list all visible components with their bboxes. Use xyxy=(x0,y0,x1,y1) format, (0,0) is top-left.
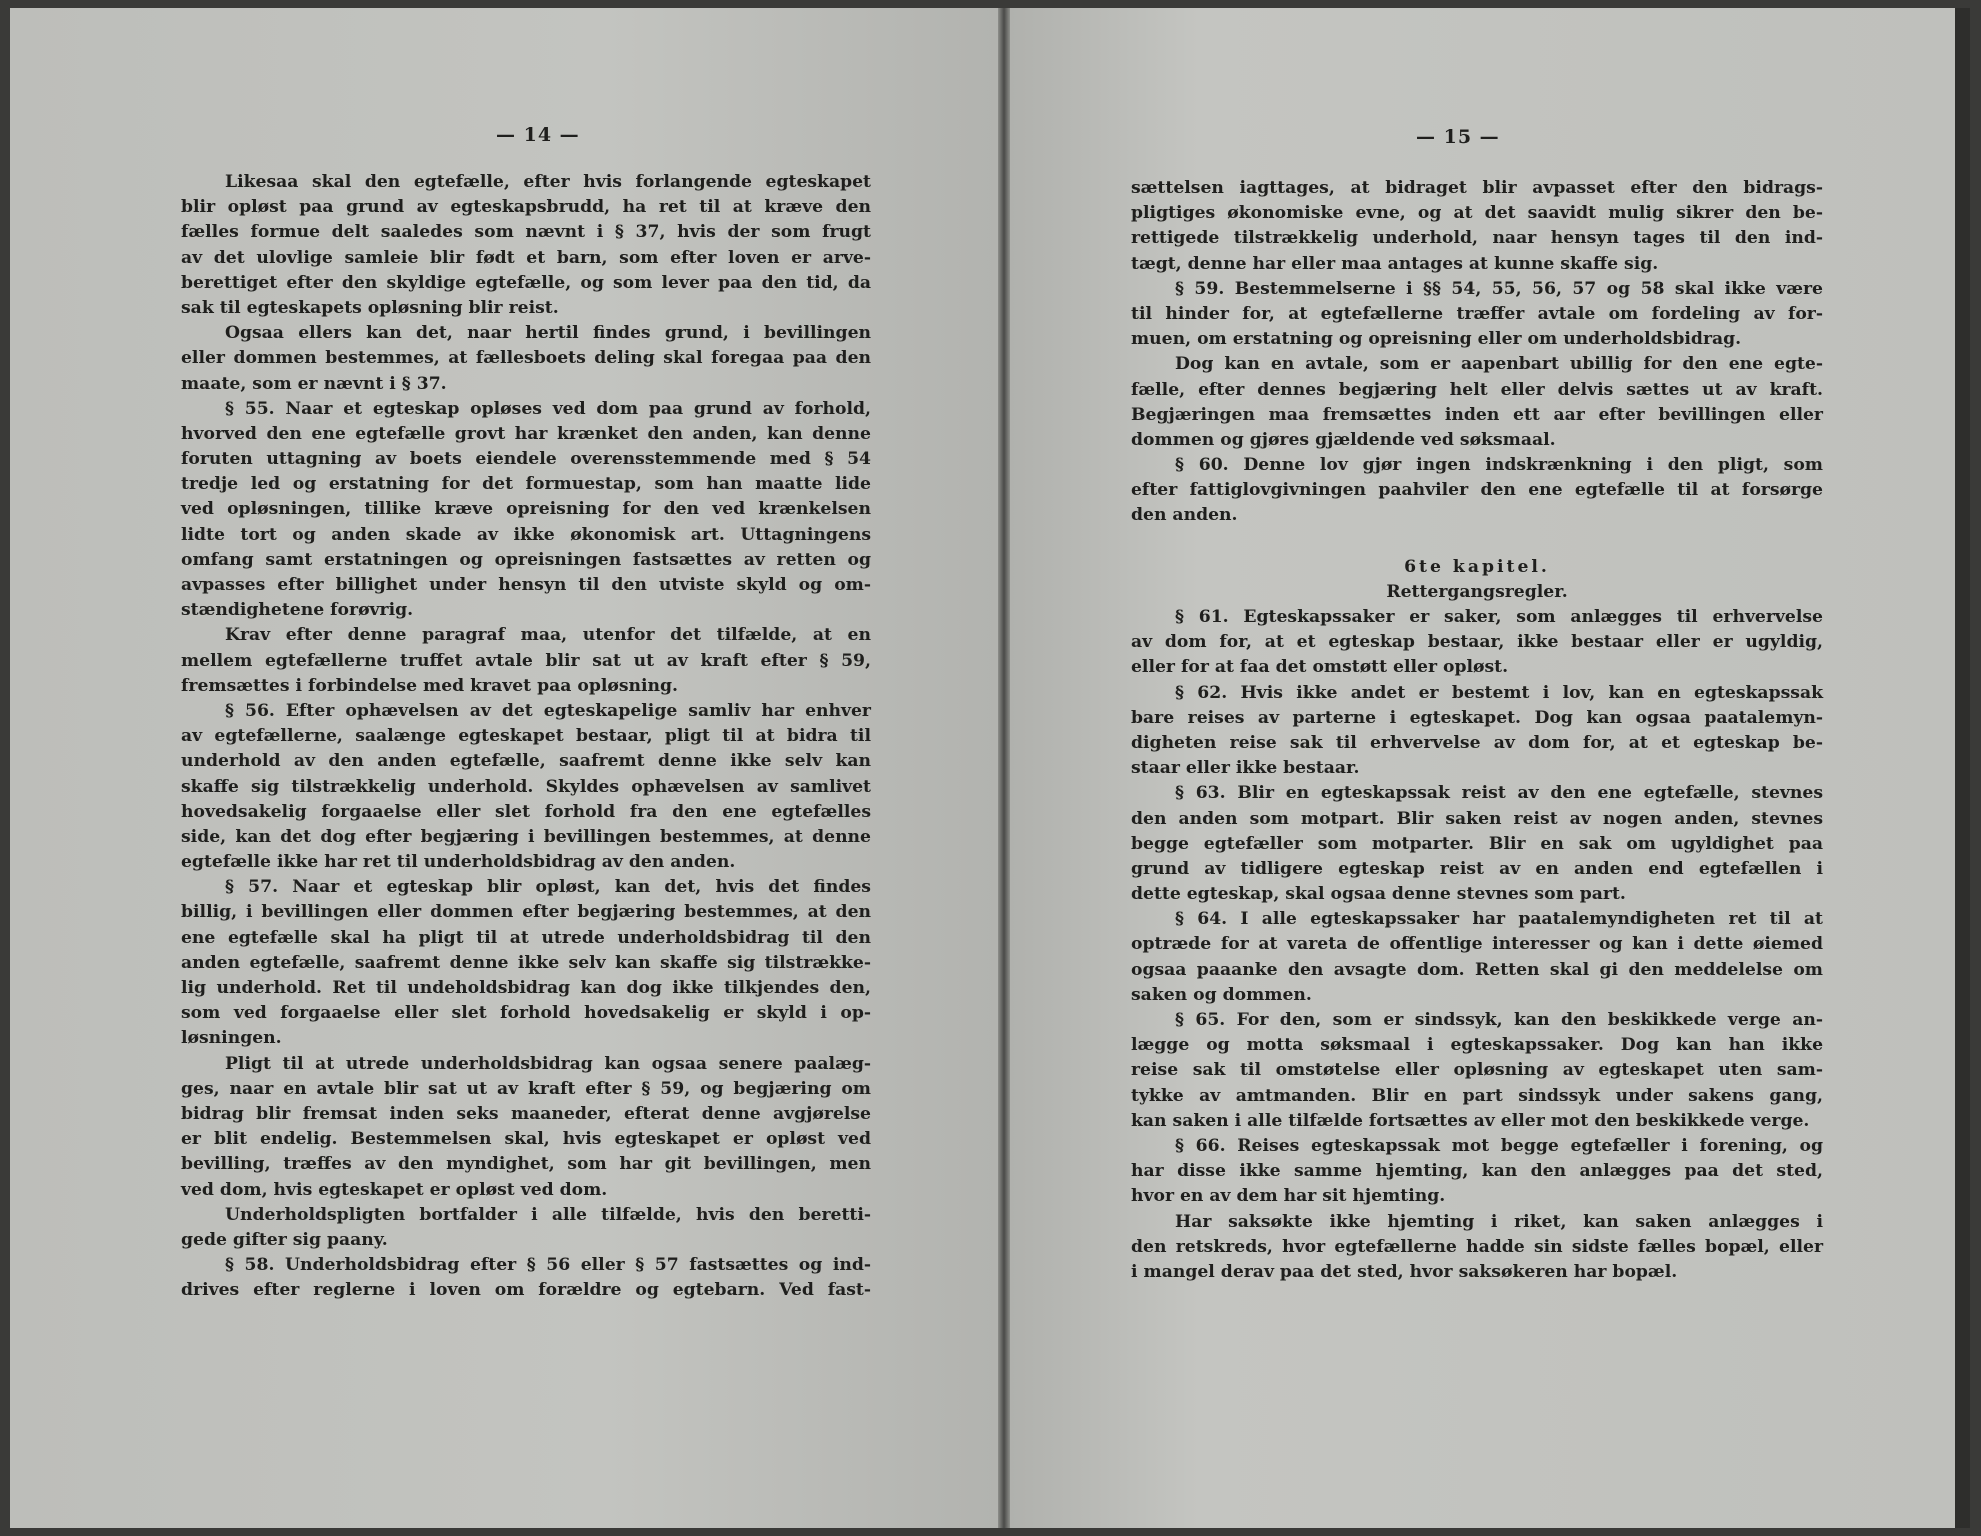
text-line: er blit endelig. Bestemmelsen skal, hvis egteskapet er opløst ved xyxy=(181,1129,871,1150)
right-page-text xyxy=(1131,176,1823,1285)
text-line: tægt, denne har eller maa antages at kunne skaffe sig. xyxy=(1131,253,1659,274)
text-line: omfang samt erstatningen og opreisningen fastsættes av retten og xyxy=(181,549,871,570)
text-line: Likesaa skal den egtefælle, efter hvis forlangende egteskapet xyxy=(225,172,871,192)
text-line xyxy=(1131,529,1823,555)
text-line: muen, om erstatning og opreisning eller om underholdsbidrag. xyxy=(1131,329,1742,350)
text-line: den anden som motpart. Blir saken reist av nogen anden, stevnes xyxy=(1131,808,1823,829)
text-line: blir opløst paa grund av egteskapsbrudd, ha ret til at kræve den xyxy=(181,197,871,218)
text-line: avpasses efter billighet under hensyn til den utviste skyld og om- xyxy=(181,575,871,595)
text-line: billig, i bevillingen eller dommen efter begjæring bestemmes, at den xyxy=(181,902,871,923)
text-line: saken og dommen. xyxy=(1131,984,1312,1005)
text-line: fælle, efter dennes begjæring helt eller delvis sættes ut av kraft. xyxy=(1131,379,1823,400)
text-line: optræde for at vareta de offentlige interesser og kan i dette øiemed xyxy=(1131,934,1823,955)
text-line: § 66. Reises egteskapssak mot begge egtefæller i forening, og xyxy=(1175,1135,1823,1156)
text-line: Pligt til at utrede underholdsbidrag kan ogsaa senere paalæg- xyxy=(225,1053,871,1074)
text-line: løsningen. xyxy=(181,1028,282,1049)
text-line: den anden. xyxy=(1131,505,1238,526)
text-line: eller dommen bestemmes, at fællesboets deling skal foregaa paa den xyxy=(181,348,871,369)
text-line: gede gifter sig paany. xyxy=(181,1229,388,1250)
text-line: stændighetene forøvrig. xyxy=(181,600,414,621)
text-line: § 56. Efter ophævelsen av det egteskapelige samliv har enhver xyxy=(225,700,871,721)
text-line: hovedsakelig forgaaelse eller slet forhold fra den ene egtefælles xyxy=(181,801,871,822)
text-line: Ogsaa ellers kan det, naar hertil findes grund, i bevillingen xyxy=(225,323,871,344)
right-page-number: — 15 — xyxy=(1416,126,1500,148)
text-line: skaffe sig tilstrækkelig underhold. Skyldes ophævelsen av samlivet xyxy=(181,776,871,797)
text-line: den retskreds, hvor egtefællerne hadde sin sidste fælles bopæl, eller xyxy=(1131,1236,1823,1257)
text-line: maate, som er nævnt i § 37. xyxy=(181,373,447,394)
text-line: fælles formue delt saaledes som nævnt i § 37, hvis der som frugt xyxy=(181,222,871,243)
text-line: § 58. Underholdsbidrag efter § 56 eller § 57 fastsættes og ind- xyxy=(225,1255,871,1276)
book-spread xyxy=(10,8,1970,1528)
text-line: mellem egtefællerne truffet avtale blir sat ut av kraft efter § 59, xyxy=(181,650,871,671)
text-line: § 65. For den, som er sindssyk, kan den beskikkede verge an- xyxy=(1175,1010,1823,1030)
text-line: i mangel derav paa det sted, hvor saksøkeren har bopæl. xyxy=(1131,1261,1678,1282)
text-line: av det ulovlige samleie blir født et barn, som efter loven er arve- xyxy=(181,247,871,268)
text-line: § 57. Naar et egteskap blir opløst, kan det, hvis det findes xyxy=(225,877,871,898)
text-line: reise sak til omstøtelse eller opløsning av egteskapet uten sam- xyxy=(1131,1060,1823,1081)
text-line: av egtefællerne, saalænge egteskapet bestaar, pligt til at bidra til xyxy=(181,726,871,747)
chapter-title: 6te kapitel. xyxy=(1404,556,1550,577)
text-line: foruten uttagning av boets eiendele overensstemmende med § 54 xyxy=(181,449,871,470)
text-line: sættelsen iagttages, at bidraget blir avpasset efter den bidrags- xyxy=(1131,178,1823,198)
text-line: ges, naar en avtale blir sat ut av kraft efter § 59, og begjæring om xyxy=(181,1078,871,1099)
text-line: underhold av den anden egtefælle, saafremt denne ikke selv kan xyxy=(181,751,871,772)
text-line: bevilling, træffes av den myndighet, som har git bevillingen, men xyxy=(181,1154,871,1175)
text-line: bare reises av parterne i egteskapet. Dog kan ogsaa paatalemyn- xyxy=(1131,707,1823,728)
text-line: av dom for, at et egteskap bestaar, ikke bestaar eller er ugyldig, xyxy=(1131,632,1823,653)
text-line: eller for at faa det omstøtt eller opløst. xyxy=(1131,657,1509,678)
text-line: Begjæringen maa fremsættes inden ett aar efter bevillingen eller xyxy=(1131,404,1823,425)
text-line: begge egtefæller som motparter. Blir en sak om ugyldighet paa xyxy=(1131,833,1823,854)
text-line: som ved forgaaelse eller slet forhold hovedsakelig er skyld i op- xyxy=(181,1003,871,1024)
text-line: ved opløsningen, tillike kræve opreisning for den ved krænkelsen xyxy=(181,499,871,520)
text-line: egtefælle ikke har ret til underholdsbidrag av den anden. xyxy=(181,852,736,873)
text-line: drives efter reglerne i loven om forældre og egtebarn. Ved fast- xyxy=(181,1280,871,1301)
text-line: Krav efter denne paragraf maa, utenfor det tilfælde, at en xyxy=(225,625,871,646)
text-line: lidte tort og anden skade av ikke økonomisk art. Uttagningens xyxy=(181,524,871,545)
text-line: pligtiges økonomiske evne, og at det saavidt mulig sikrer den be- xyxy=(1131,203,1823,224)
text-line: dette egteskap, skal ogsaa denne stevnes som part. xyxy=(1131,884,1626,905)
text-line: dommen og gjøres gjældende ved søksmaal. xyxy=(1131,429,1556,450)
text-line: lægge og motta søksmaal i egteskapssaker. Dog kan han ikke xyxy=(1131,1035,1823,1056)
text-line: har disse ikke samme hjemting, kan den anlægges paa det sted, xyxy=(1131,1161,1823,1182)
text-line: ene egtefælle skal ha pligt til at utrede underholdsbidrag til den xyxy=(181,927,871,948)
text-line: berettiget efter den skyldige egtefælle, og som lever paa den tid, da xyxy=(181,272,871,293)
text-line: kan saken i alle tilfælde fortsættes av eller mot den beskikkede verge. xyxy=(1131,1110,1810,1131)
book-gutter xyxy=(998,8,1010,1528)
text-line: digheten reise sak til erhvervelse av dom for, at et egteskap be- xyxy=(1131,732,1823,753)
left-page-number: — 14 — xyxy=(496,124,580,146)
left-page xyxy=(10,8,998,1528)
text-line: § 61. Egteskapssaker er saker, som anlægges til erhvervelse xyxy=(1175,607,1823,627)
text-line: Underholdspligten bortfalder i alle tilfælde, hvis den beretti- xyxy=(225,1204,871,1225)
text-line: § 55. Naar et egteskap opløses ved dom paa grund av forhold, xyxy=(225,398,871,419)
text-line: tredje led og erstatning for det formuestap, som han maatte lide xyxy=(181,474,871,495)
chapter-subtitle: Rettergangsregler. xyxy=(1386,581,1568,602)
text-line: grund av tidligere egteskap reist av en anden end egtefællen i xyxy=(1131,858,1823,879)
text-line: rettigede tilstrækkelig underhold, naar hensyn tages til den ind- xyxy=(1131,228,1823,249)
text-line: Har saksøkte ikke hjemting i riket, kan saken anlægges i xyxy=(1175,1211,1823,1232)
text-line: tykke av amtmanden. Blir en part sindssyk under sakens gang, xyxy=(1131,1085,1823,1106)
text-line: ogsaa paaanke den avsagte dom. Retten skal gi den meddelelse om xyxy=(1131,959,1823,980)
right-page xyxy=(1010,8,1955,1528)
text-line: § 62. Hvis ikke andet er bestemt i lov, kan en egteskapssak xyxy=(1175,682,1823,703)
text-line: anden egtefælle, saafremt denne ikke selv kan skaffe sig tilstrække- xyxy=(181,952,871,973)
text-line: hvorved den ene egtefælle grovt har krænket den anden, kan denne xyxy=(181,423,871,444)
text-line: § 60. Denne lov gjør ingen indskrænkning i den pligt, som xyxy=(1175,455,1823,476)
text-line: hvor en av dem har sit hjemting. xyxy=(1131,1186,1446,1207)
text-line: staar eller ikke bestaar. xyxy=(1131,758,1360,779)
left-page-text xyxy=(181,170,871,1303)
text-line: side, kan det dog efter begjæring i bevillingen bestemmes, at denne xyxy=(181,826,871,847)
text-line: fremsættes i forbindelse med kravet paa opløsning. xyxy=(181,675,679,696)
text-line: lig underhold. Ret til undeholdsbidrag kan dog ikke tilkjendes den, xyxy=(181,978,871,998)
text-line: bidrag blir fremsat inden seks maaneder, efterat denne avgjørelse xyxy=(181,1103,871,1124)
text-line: § 64. I alle egteskapssaker har paatalemyndigheten ret til at xyxy=(1175,909,1823,930)
text-line: til hinder for, at egtefællerne træffer avtale om fordeling av for- xyxy=(1131,303,1823,324)
text-line: ved dom, hvis egteskapet er opløst ved dom. xyxy=(181,1179,608,1200)
text-line: Dog kan en avtale, som er aapenbart ubillig for den ene egte- xyxy=(1175,354,1823,375)
text-line: sak til egteskapets opløsning blir reist. xyxy=(181,297,559,318)
text-line: efter fattiglovgivningen paahviler den ene egtefælle til at forsørge xyxy=(1131,480,1823,501)
text-line: § 59. Bestemmelserne i §§ 54, 55, 56, 57 og 58 skal ikke være xyxy=(1175,278,1823,299)
text-line: § 63. Blir en egteskapssak reist av den ene egtefælle, stevnes xyxy=(1175,783,1823,804)
